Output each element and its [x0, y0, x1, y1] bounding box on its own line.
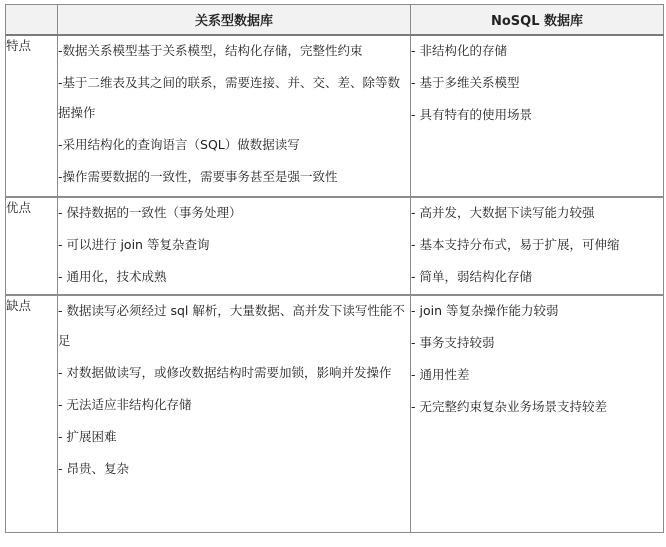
list-item: - 对数据做读写，或修改数据结构时需要加锁，影响并发操作 [58, 365, 392, 380]
row-label-advantages: 优点 [6, 197, 58, 295]
comparison-table [5, 4, 664, 533]
list-item: - 通用性差 [411, 367, 470, 382]
list-item: -操作需要数据的一致性，需要事务甚至是强一致性 [58, 169, 338, 184]
header-relational-db: 关系型数据库 [58, 5, 411, 36]
list-item: - 高并发，大数据下读写能力较强 [411, 205, 595, 220]
list-item: - 无完整约束复杂业务场景支持较差 [411, 399, 607, 414]
features-nosql-cell [411, 35, 664, 197]
list-item: -采用结构化的查询语言（SQL）做数据读写 [58, 137, 300, 152]
list-item: - 扩展困难 [58, 429, 117, 444]
table-row-features [6, 35, 664, 197]
list-item: - 昂贵、复杂 [58, 461, 129, 476]
list-item: - 基本支持分布式，易于扩展，可伸缩 [411, 237, 620, 252]
list-item: - 通用化，技术成熟 [58, 269, 167, 284]
disadvantages-nosql-cell [411, 295, 664, 533]
list-item: - 保持数据的一致性（事务处理） [58, 205, 242, 220]
features-relational-cell [58, 35, 411, 197]
list-item: - join 等复杂操作能力较弱 [411, 303, 559, 318]
list-item: - 非结构化的存储 [411, 43, 507, 58]
list-item: - 无法适应非结构化存储 [58, 397, 192, 412]
table-row-advantages [6, 197, 664, 295]
header-corner-cell [6, 5, 58, 36]
advantages-relational-cell [58, 197, 411, 295]
advantages-nosql-cell [411, 197, 664, 295]
row-label-disadvantages: 缺点 [6, 295, 58, 533]
list-item: -基于二维表及其之间的联系，需要连接、并、交、差、除等数据操作 [58, 75, 401, 120]
list-item: - 基于多维关系模型 [411, 75, 520, 90]
disadvantages-relational-cell [58, 295, 411, 533]
table-header-row [6, 5, 664, 36]
list-item: - 可以进行 join 等复杂查询 [58, 237, 210, 252]
header-nosql-db: NoSQL 数据库 [411, 5, 664, 36]
list-item: - 事务支持较弱 [411, 335, 495, 350]
row-label-features: 特点 [6, 35, 58, 197]
list-item: - 简单，弱结构化存储 [411, 269, 532, 284]
list-item: - 数据读写必须经过 sql 解析，大量数据、高并发下读写性能不足 [58, 303, 405, 348]
list-item: -数据关系模型基于关系模型，结构化存储，完整性约束 [58, 43, 363, 58]
table-row-disadvantages [6, 295, 664, 533]
list-item: - 具有特有的使用场景 [411, 107, 532, 122]
